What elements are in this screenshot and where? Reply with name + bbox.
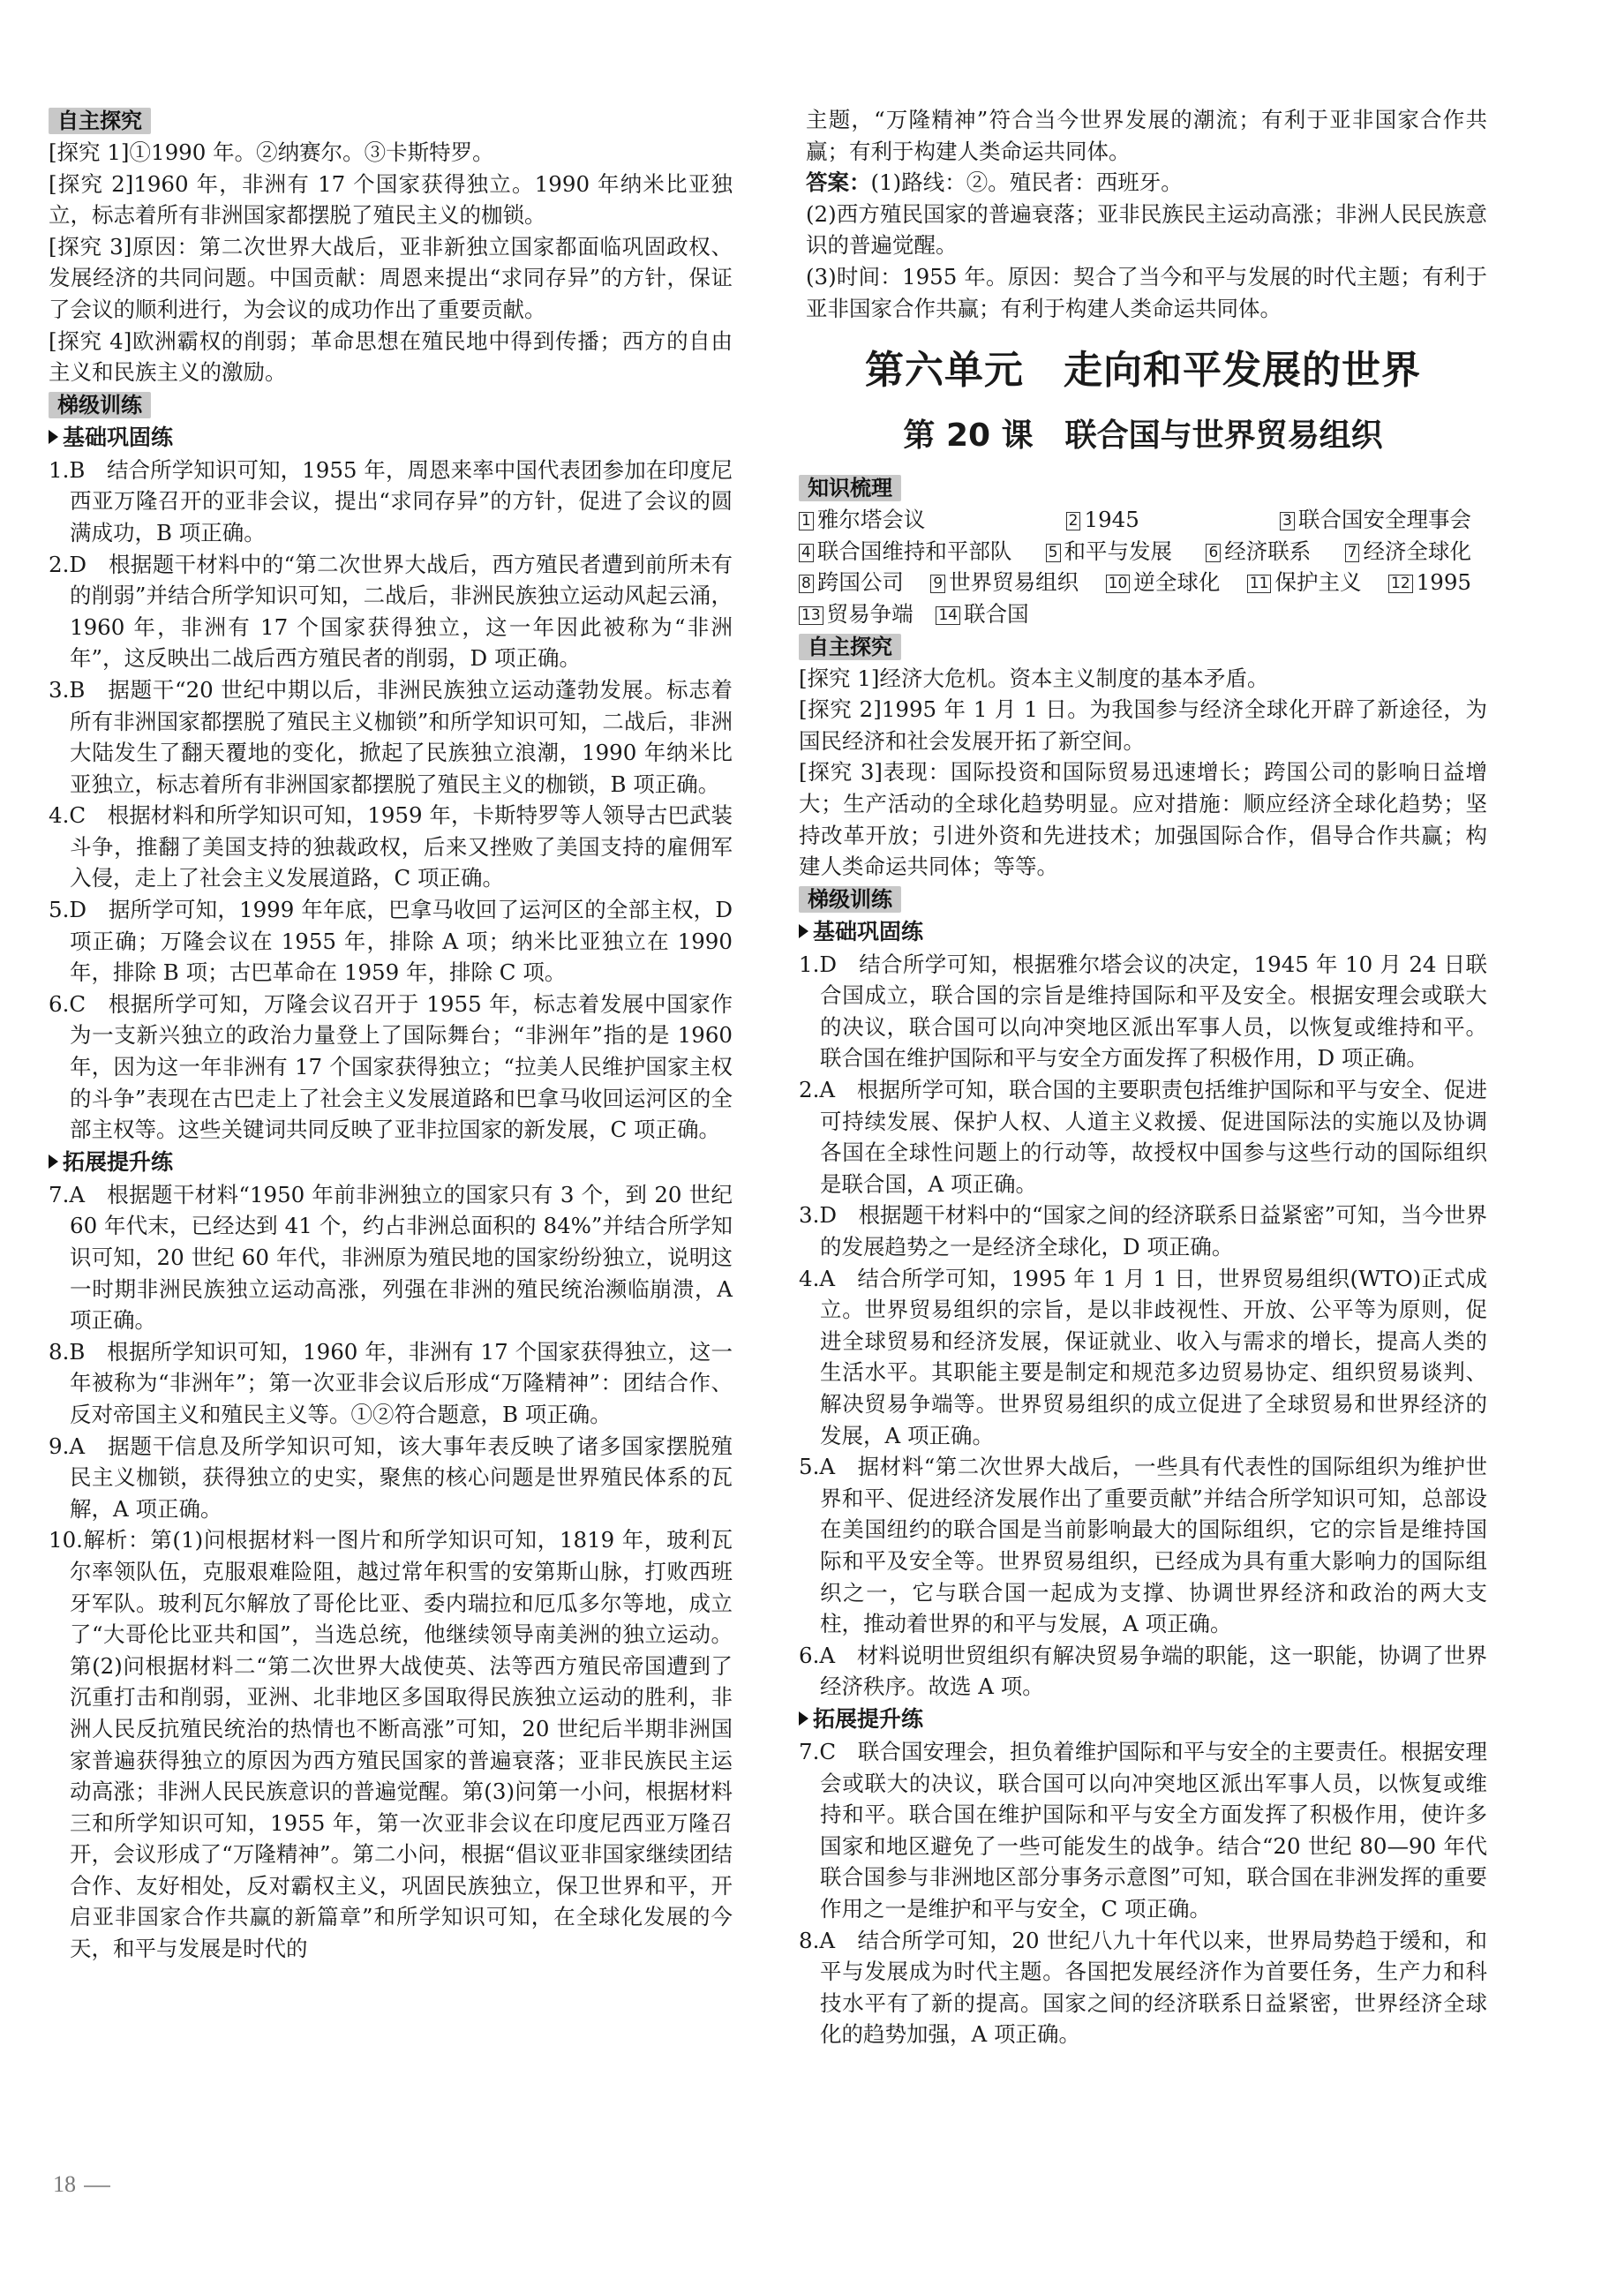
page-number: 18 bbox=[53, 2171, 76, 2197]
knowledge-item: 2 1945 bbox=[1066, 504, 1139, 536]
knowledge-item: 12 1995 bbox=[1388, 567, 1471, 598]
lesson-title: 第 20 课 联合国与世界贸易组织 bbox=[903, 417, 1383, 455]
subsection-title: 拓展提升练 bbox=[63, 1148, 174, 1175]
answer-item: 2.D 根据题干材料中的“第二次世界大战后，西方殖民者遭到前所未有的削弱”并结合所学知识可知，二战后，非洲民族独立运动风起云涌，1960 年，非洲有 17 个国家获得独立，这一年因此被称为“非洲年”，这反映出二战后西方殖民者的削弱，D 项正确。 bbox=[49, 551, 733, 672]
knowledge-item: 6 经济联系 bbox=[1206, 536, 1311, 568]
answer-item: 8.B 根据所学知识可知，1960 年，非洲有 17 个国家获得独立，这一年被称为“非洲年”；第一次亚非会议后形成“万隆精神”：团结合作、反对帝国主义和殖民主义等。①②符合题意，B 项正确。 bbox=[49, 1338, 733, 1427]
answer-item: 5.A 据材料“第二次世界大战后，一些具有代表性的国际组织为维护世界和平、促进经济发展作出了重要贡献”并结合所学知识可知，总部设在美国纽约的联合国是当前影响最大的国际组织，它的宗旨是维持国际和平及安全等。世界贸易组织，已经成为具有重大影响力的国际组织之一，它与联合国一起成为支撑、协调世界经济和政治的两大支柱，推动着世界的和平与发展，A 项正确。 bbox=[799, 1454, 1487, 1637]
answer-item: 6.A 材料说明世贸组织有解决贸易争端的职能，这一职能，协调了世界经济秩序。故选 A 项。 bbox=[799, 1642, 1487, 1700]
section-tag-training: 梯级训练 bbox=[49, 392, 151, 418]
knowledge-item: 4 联合国维持和平部队 bbox=[799, 536, 1011, 568]
knowledge-item: 14 联合国 bbox=[936, 598, 1028, 630]
answer-item: 3.D 根据题干材料中的“国家之间的经济联系日益紧密”可知，当今世界的发展趋势之一是经济全球化，D 项正确。 bbox=[799, 1202, 1487, 1260]
answer-item: 8.A 结合所学可知，20 世纪八九十年代以来，世界局势趋于缓和，和平与发展成为时代主题。各国把发展经济作为首要任务，生产力和科技水平有了新的提高。国家之间的经济联系日益紧密，世界经济全球化的趋势加强，A 项正确。 bbox=[799, 1927, 1487, 2048]
answer-item: 1.D 结合所学可知，根据雅尔塔会议的决定，1945 年 10 月 24 日联合国成立，联合国的宗旨是维持国际和平及安全。根据安理会或联大的决议，联合国可以向冲突地区派出军事人员，以恢复或维持和平。联合国在维护国际和平与安全方面发挥了积极作用，D 项正确。 bbox=[799, 951, 1487, 1072]
knowledge-item: 7 经济全球化 bbox=[1345, 536, 1471, 568]
knowledge-item: 5 和平与发展 bbox=[1046, 536, 1172, 568]
section-tag-explore: 自主探究 bbox=[49, 108, 151, 134]
triangle-icon bbox=[799, 924, 808, 938]
answer-line: (2)西方殖民国家的普遍衰落；亚非民族民主运动高涨；非洲人民民族意识的普遍觉醒。 bbox=[806, 200, 1487, 259]
answer-item: 2.A 根据所学可知，联合国的主要职责包括维护国际和平与安全、促进可持续发展、保护人权、人道主义救援、促进国际法的实施以及协调各国在全球性问题上的行动等，故授权中国参与这些行动的国际组织是联合国，A 项正确。 bbox=[799, 1077, 1487, 1197]
explore-item: [探究 1]①1990 年。②纳赛尔。③卡斯特罗。 bbox=[49, 139, 494, 165]
subsection-basic bbox=[799, 917, 1487, 947]
subsection-basic bbox=[49, 423, 733, 453]
subsection-title: 基础巩固练 bbox=[813, 918, 924, 944]
triangle-icon bbox=[49, 430, 58, 444]
answer-item: 4.C 根据材料和所学知识可知，1959 年，卡斯特罗等人领导古巴武装斗争，推翻了美国支持的独裁政权，后来又挫败了美国支持的雇佣军入侵，走上了社会主义发展道路，C 项正确。 bbox=[49, 802, 733, 891]
section-tag-knowledge: 知识梳理 bbox=[799, 475, 901, 501]
answer-line bbox=[799, 167, 1487, 199]
left-column bbox=[49, 104, 733, 1965]
answer-item: 7.A 根据题干材料“1950 年前非洲独立的国家只有 3 个，到 20 世纪 60 年代末，已经达到 41 个，约占非洲总面积的 84%”并结合所学知识可知，20 世纪 60 年代，非洲原为殖民地的国家纷纷独立，说明这一时期非洲民族独立运动高涨，列强在非洲的殖民统治濒临崩溃，A 项正确。 bbox=[49, 1181, 733, 1334]
section-tag-training: 梯级训练 bbox=[799, 886, 901, 913]
unit-title: 第六单元 走向和平发展的世界 bbox=[865, 348, 1421, 394]
knowledge-item: 1 雅尔塔会议 bbox=[799, 504, 925, 536]
answer-item: 4.A 结合所学可知，1995 年 1 月 1 日，世界贸易组织(WTO)正式成立。世界贸易组织的宗旨，是以非歧视性、开放、公平等为原则，促进全球贸易和经济发展，保证就业、收入与需求的增长，提高人类的生活水平。其职能主要是制定和规范多边贸易协定、组织贸易谈判、解决贸易争端等。世界贸易组织的成立促进了全球贸易和世界经济的发展，A 项正确。 bbox=[799, 1265, 1487, 1448]
knowledge-item: 3 联合国安全理事会 bbox=[1280, 504, 1471, 536]
knowledge-item: 13 贸易争端 bbox=[799, 598, 914, 630]
answer-item: 7.C 联合国安理会，担负着维护国际和平与安全的主要责任。根据安理会或联大的决议，联合国可以向冲突地区派出军事人员，以恢复或维持和平。联合国在维护国际和平与安全方面发挥了积极作用，使许多国家和地区避免了一些可能发生的战争。结合“20 世纪 80—90 年代联合国参与非洲地区部分事务示意图”可知，联合国在非洲发挥的重要作用之一是维护和平与安全，C 项正确。 bbox=[799, 1738, 1487, 1922]
knowledge-item: 8 跨国公司 bbox=[799, 567, 904, 598]
page-number-rule bbox=[84, 2185, 110, 2187]
explore-item: [探究 3]原因：第二次世界大战后，亚非新独立国家都面临巩固政权、发展经济的共同问题。中国贡献：周恩来提出“求同存异”的方针，保证了会议的顺利进行，为会议的成功作出了重要贡献。 bbox=[49, 233, 733, 322]
continued-text: 主题，“万隆精神”符合当今世界发展的潮流；有利于亚非国家合作共赢；有利于构建人类命运共同体。 bbox=[806, 107, 1487, 164]
answer-text: (1)路线：②。殖民者：西班牙。 bbox=[870, 169, 1183, 196]
knowledge-item: 10 逆全球化 bbox=[1106, 567, 1221, 598]
explore-item: [探究 2]1960 年，非洲有 17 个国家获得独立。1990 年纳米比亚独立，标志着所有非洲国家都摆脱了殖民主义的枷锁。 bbox=[49, 170, 733, 229]
explore-item: [探究 3]表现：国际投资和国际贸易迅速增长；跨国公司的影响日益增大；生产活动的全球化趋势明显。应对措施：顺应经济全球化趋势；坚持改革开放；引进外资和先进技术；加强国际合作，倡导合作共赢；构建人类命运共同体；等等。 bbox=[799, 759, 1487, 880]
subsection-extension bbox=[799, 1704, 1487, 1734]
answer-item: 10.解析：第(1)问根据材料一图片和所学知识可知，1819 年，玻利瓦尔率领队伍，克服艰难险阻，越过常年积雪的安第斯山脉，打败西班牙军队。玻利瓦尔解放了哥伦比亚、委内瑞拉和厄瓜多尔等地，成立了“大哥伦比亚共和国”，当选总统，他继续领导南美洲的独立运动。第(2)问根据材料二“第二次世界大战使英、法等西方殖民帝国遭到了沉重打击和削弱，亚洲、北非地区多国取得民族独立运动的胜利，非洲人民反抗殖民统治的热情也不断高涨”可知，20 世纪后半期非洲国家普遍获得独立的原因为西方殖民国家的普遍衰落；亚非民族民主运动高涨；非洲人民民族意识的普遍觉醒。第(3)问第一小问，根据材料三和所学知识可知，1955 年，第一次亚非会议在印度尼西亚万隆召开，会议形成了“万隆精神”。第二小问，根据“倡议亚非国家继续团结合作、友好相处，反对霸权主义，巩固民族独立，保卫世界和平，开启亚非国家合作共赢的新篇章”和所学知识可知，在全球化发展的今天，和平与发展是时代的 bbox=[49, 1527, 733, 1962]
knowledge-list bbox=[799, 504, 1487, 629]
knowledge-item: 9 世界贸易组织 bbox=[930, 567, 1079, 598]
triangle-icon bbox=[49, 1155, 58, 1169]
answer-item: 6.C 根据所学可知，万隆会议召开于 1955 年，标志着发展中国家作为一支新兴独立的政治力量登上了国际舞台；“非洲年”指的是 1960 年，因为这一年非洲有 17 个国家获得独立；“拉美人民维护国家主权的斗争”表现在古巴走上了社会主义发展道路和巴拿马收回运河区的全部主权等。这些关键词共同反映了亚非拉国家的新发展，C 项正确。 bbox=[49, 990, 733, 1143]
right-column bbox=[799, 104, 1487, 2050]
subsection-title: 基础巩固练 bbox=[63, 424, 174, 450]
answer-item: 9.A 据题干信息及所学知识可知，该大事年表反映了诸多国家摆脱殖民主义枷锁，获得独立的史实，聚焦的核心问题是世界殖民体系的瓦解，A 项正确。 bbox=[49, 1433, 733, 1522]
answer-item: 1.B 结合所学知识可知，1955 年，周恩来率中国代表团参加在印度尼西亚万隆召开的亚非会议，提出“求同存异”的方针，促进了会议的圆满成功，B 项正确。 bbox=[49, 456, 733, 545]
knowledge-item: 11 保护主义 bbox=[1247, 567, 1362, 598]
answer-label: 答案： bbox=[806, 169, 871, 196]
explore-item: [探究 2]1995 年 1 月 1 日。为我国参与经济全球化开辟了新途径，为国民经济和社会发展开拓了新空间。 bbox=[799, 696, 1487, 754]
answer-item: 5.D 据所学可知，1999 年年底，巴拿马收回了运河区的全部主权，D 项正确；万隆会议在 1955 年，排除 A 项；纳米比亚独立在 1990 年，排除 B 项；古巴革命在 1959 年，排除 C 项。 bbox=[49, 897, 733, 986]
answer-item: 3.B 据题干“20 世纪中期以后，非洲民族独立运动蓬勃发展。标志着所有非洲国家都摆脱了殖民主义枷锁”和所学知识可知，二战后，非洲大陆发生了翻天覆地的变化，掀起了民族独立浪潮，1990 年纳米比亚独立，标志着所有非洲国家都摆脱了殖民主义的枷锁，B 项正确。 bbox=[49, 676, 733, 797]
answer-line: (3)时间：1955 年。原因：契合了当今和平与发展的时代主题；有利于亚非国家合作共赢；有利于构建人类命运共同体。 bbox=[806, 263, 1487, 321]
section-tag-explore: 自主探究 bbox=[799, 634, 901, 660]
subsection-extension bbox=[49, 1147, 733, 1177]
explore-item: [探究 1]经济大危机。资本主义制度的基本矛盾。 bbox=[799, 665, 1269, 691]
explore-item: [探究 4]欧洲霸权的削弱；革命思想在殖民地中得到传播；西方的自由主义和民族主义的激励。 bbox=[49, 327, 733, 386]
triangle-icon bbox=[799, 1711, 808, 1726]
subsection-title: 拓展提升练 bbox=[813, 1705, 924, 1732]
